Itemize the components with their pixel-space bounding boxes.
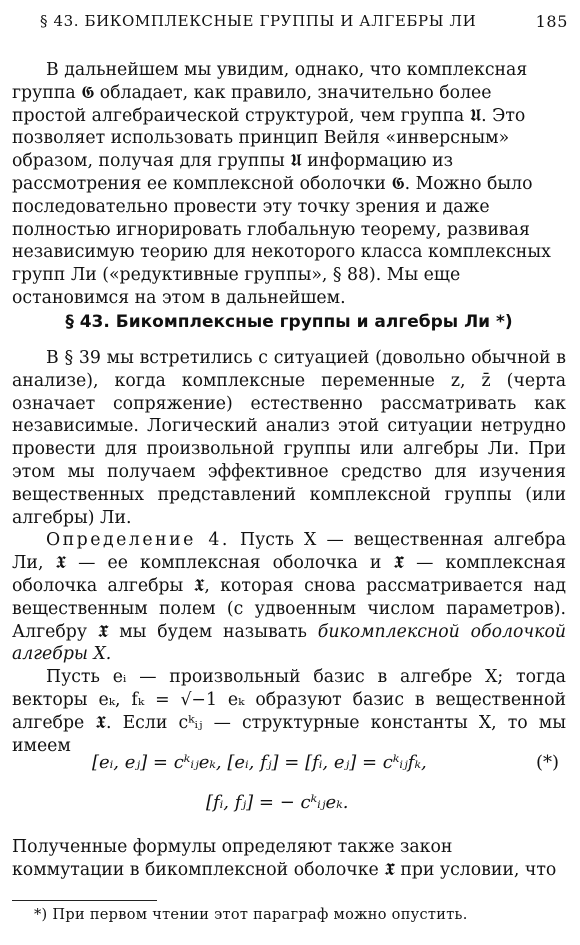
definition-term: бикомплексной оболочкой алгебры X. (12, 621, 566, 665)
page-header (40, 8, 568, 34)
section-title: § 43. Бикомплексные группы и алгебры Ли *) (65, 312, 513, 332)
definition-paragraph (12, 529, 566, 666)
closing-block (12, 836, 566, 882)
definition-label: Определение 4. (46, 530, 230, 551)
section-paragraph: В § 39 мы встретились с ситуацией (довольно обычной в анализе), когда комплексные переменные z, z̄ (черта означает сопряжение) естественно рассматривать как независимые. Логический анализ этой ситуации нетрудно провести для произвольной группы или алгебры Ли. При этом мы получаем эффективное средство для изучения вещественных представлений комплексной группы (или алгебры) Ли. (12, 348, 566, 528)
page-number: 185 (535, 12, 568, 31)
basis-paragraph: Пусть eᵢ — произвольный базис в алгебре X; тогда векторы eₖ, fₖ = √−1 eₖ образуют базис в вещественной алгебре 𝖃. Если cᵏᵢⱼ — структурные константы X, то мы имеем (12, 667, 566, 756)
closing-paragraph: Полученные формулы определяют также закон коммутации в бикомплексной оболочке 𝖃̃ при условии, что (12, 837, 557, 880)
footnote-divider (12, 900, 157, 901)
running-title: § 43. БИКОМПЛЕКСНЫЕ ГРУППЫ И АЛГЕБРЫ ЛИ (40, 12, 477, 30)
intro-block (12, 59, 566, 310)
footnote: *) При первом чтении этот параграф можно опустить. (34, 907, 468, 923)
definition-text: Пусть X — вещественная алгебра Ли, 𝖃 — ее комплексная оболочка и 𝖃̃ — комплексная оболочка алгебры 𝖃, которая снова рассматривается над вещественным полем (с удвоенным числом параметров). Алгебру 𝖃̃ мы будем называть (12, 530, 566, 642)
section-body (12, 347, 566, 757)
intro-paragraph: В дальнейшем мы увидим, однако, что комплексная группа 𝕲 обладает, как правило, значительно более простой алгебраической структурой, чем группа 𝖀. Это позволяет использовать принцип Вейля «инверсным» образом, получая для группы 𝖀 информацию из рассмотрения ее комплексной оболочки 𝕲. Можно было последовательно провести эту точку зрения и даже полностью игнорировать глобальную теорему, развивая независимую теорию для некоторого класса комплексных групп Ли («редуктивные группы», § 88). Мы еще остановимся на этом в дальнейшем. (12, 60, 551, 308)
formula-tag: (*) (536, 752, 560, 773)
formula-commutator-2: [fᵢ, fⱼ] = − cᵏᵢⱼeₖ. (206, 792, 349, 813)
formula-commutator-1: [eᵢ, eⱼ] = cᵏᵢⱼeₖ, [eᵢ, fⱼ] = [fᵢ, eⱼ] = cᵏᵢⱼfₖ, (92, 752, 427, 773)
